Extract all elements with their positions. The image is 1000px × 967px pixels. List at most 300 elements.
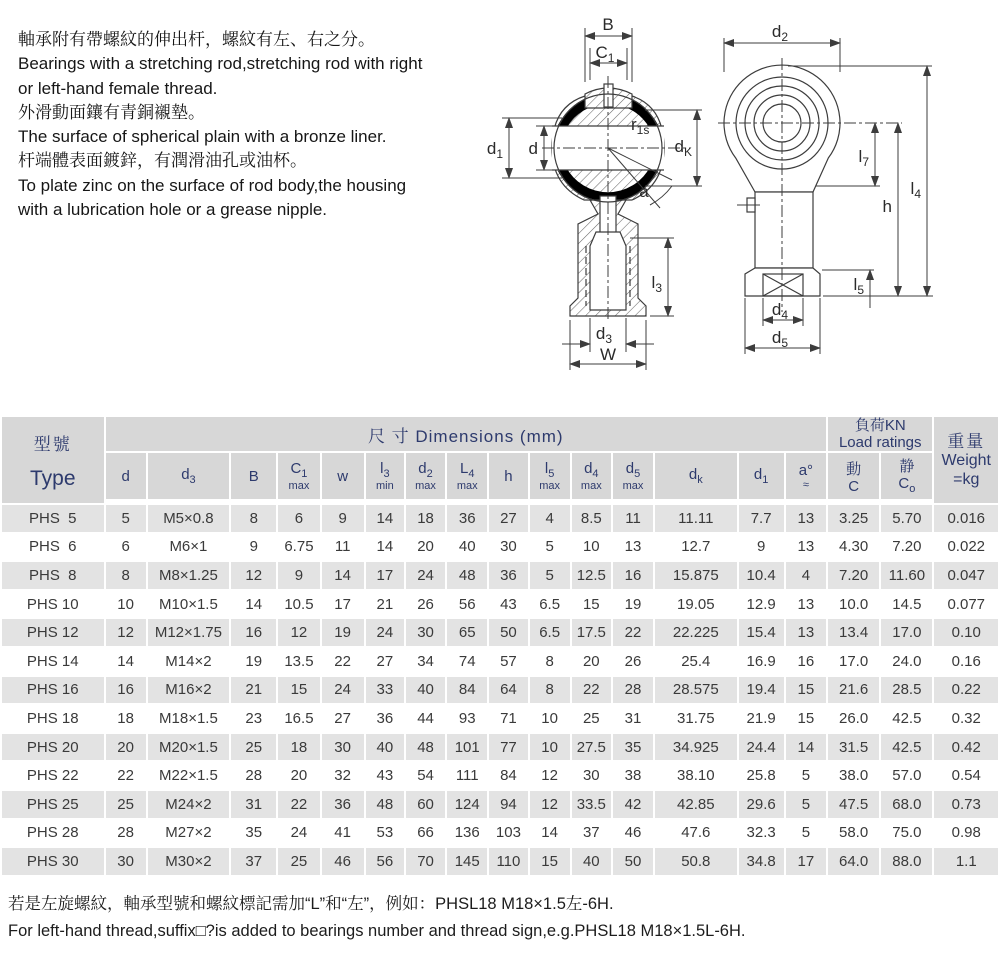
value-cell: 6.5 bbox=[530, 619, 570, 646]
intro-line: 杆端體表面鍍鋅，有潤滑油孔或油杯。 bbox=[18, 151, 307, 171]
value-cell: M27×2 bbox=[148, 820, 229, 847]
value-cell: 12.7 bbox=[655, 534, 736, 561]
value-cell: 48 bbox=[366, 791, 404, 818]
value-cell: 0.54 bbox=[934, 762, 998, 789]
column-header: 静 $C_o$ bbox=[881, 453, 932, 503]
value-cell: 40 bbox=[366, 734, 404, 761]
value-cell: 28 bbox=[231, 762, 276, 789]
value-cell: 13 bbox=[786, 619, 826, 646]
value-cell: 14 bbox=[366, 505, 404, 532]
column-header: $d_5$ max bbox=[613, 453, 653, 503]
value-cell: 44 bbox=[406, 705, 445, 732]
type-cell: PHS 10 bbox=[2, 591, 104, 618]
value-cell: 46 bbox=[322, 848, 364, 875]
weight-column-header bbox=[934, 417, 998, 503]
dim-label-w: W bbox=[599, 345, 617, 364]
value-cell: 14 bbox=[106, 648, 146, 675]
value-cell: 36 bbox=[447, 505, 487, 532]
column-header: w bbox=[322, 453, 364, 503]
load-header-zh: 負荷KN bbox=[854, 417, 906, 434]
value-cell: 9 bbox=[231, 534, 276, 561]
value-cell: 10.4 bbox=[739, 562, 784, 589]
column-header: d bbox=[106, 453, 146, 503]
value-cell: 42.85 bbox=[655, 791, 736, 818]
weight-header-unit: =kg bbox=[953, 470, 980, 488]
column-header: $L_4$ max bbox=[447, 453, 487, 503]
value-cell: M10×1.5 bbox=[148, 591, 229, 618]
value-cell: 4 bbox=[786, 562, 826, 589]
value-cell: 14 bbox=[322, 562, 364, 589]
value-cell: 16.9 bbox=[739, 648, 784, 675]
value-cell: 53 bbox=[366, 820, 404, 847]
spec-table-wrap bbox=[0, 415, 1000, 877]
value-cell: 50 bbox=[489, 619, 527, 646]
value-cell: 48 bbox=[406, 734, 445, 761]
value-cell: 11 bbox=[322, 534, 364, 561]
value-cell: M12×1.75 bbox=[148, 619, 229, 646]
value-cell: 27 bbox=[366, 648, 404, 675]
value-cell: 13 bbox=[613, 534, 653, 561]
column-header: $d_2$ max bbox=[406, 453, 445, 503]
value-cell: 0.98 bbox=[934, 820, 998, 847]
value-cell: 77 bbox=[489, 734, 527, 761]
value-cell: 27.5 bbox=[572, 734, 611, 761]
value-cell: 6 bbox=[278, 505, 319, 532]
value-cell: 24 bbox=[322, 677, 364, 704]
dim-label-b: B bbox=[602, 15, 614, 34]
value-cell: 84 bbox=[447, 677, 487, 704]
value-cell: 34 bbox=[406, 648, 445, 675]
dim-label-dk: $d_K$ bbox=[674, 137, 692, 159]
table-row bbox=[2, 648, 998, 675]
type-cell: PHS 5 bbox=[2, 505, 104, 532]
dim-label-d4: $d_4$ bbox=[771, 300, 789, 322]
value-cell: 9 bbox=[739, 534, 784, 561]
value-cell: 65 bbox=[447, 619, 487, 646]
value-cell: 1.1 bbox=[934, 848, 998, 875]
dim-label-d: d bbox=[528, 139, 538, 158]
value-cell: 5.70 bbox=[881, 505, 932, 532]
value-cell: 16 bbox=[613, 562, 653, 589]
value-cell: 0.022 bbox=[934, 534, 998, 561]
value-cell: 36 bbox=[322, 791, 364, 818]
value-cell: 12 bbox=[231, 562, 276, 589]
value-cell: 27 bbox=[322, 705, 364, 732]
value-cell: 57.0 bbox=[881, 762, 932, 789]
type-cell: PHS 8 bbox=[2, 562, 104, 589]
dim-label-d5: $d_5$ bbox=[771, 328, 789, 350]
value-cell: M24×2 bbox=[148, 791, 229, 818]
type-cell: PHS 14 bbox=[2, 648, 104, 675]
intro-line: To plate zinc on the surface of rod body,the housing bbox=[18, 175, 407, 195]
value-cell: 0.10 bbox=[934, 619, 998, 646]
column-header: B bbox=[231, 453, 276, 503]
value-cell: 145 bbox=[447, 848, 487, 875]
value-cell: 8 bbox=[106, 562, 146, 589]
value-cell: 26 bbox=[406, 591, 445, 618]
dim-label-l4: $l_4$ bbox=[910, 179, 921, 201]
value-cell: 5 bbox=[530, 562, 570, 589]
value-cell: 56 bbox=[447, 591, 487, 618]
table-row bbox=[2, 762, 998, 789]
value-cell: 64 bbox=[489, 677, 527, 704]
table-row bbox=[2, 562, 998, 589]
value-cell: 25.4 bbox=[655, 648, 736, 675]
value-cell: 13 bbox=[786, 591, 826, 618]
weight-header-zh: 重量 bbox=[947, 431, 986, 451]
value-cell: 42.5 bbox=[881, 734, 932, 761]
dimensions-table bbox=[0, 415, 1000, 877]
value-cell: 54 bbox=[406, 762, 445, 789]
value-cell: 16 bbox=[231, 619, 276, 646]
value-cell: 22 bbox=[613, 619, 653, 646]
value-cell: 32.3 bbox=[739, 820, 784, 847]
value-cell: 19 bbox=[613, 591, 653, 618]
type-cell: PHS 25 bbox=[2, 791, 104, 818]
dimensions-group-header: 尺 寸 Dimensions (mm) bbox=[106, 417, 826, 451]
value-cell: 17.5 bbox=[572, 619, 611, 646]
intro-line: Bearings with a stretching rod,stretching rod with right bbox=[18, 54, 423, 74]
type-cell: PHS 20 bbox=[2, 734, 104, 761]
value-cell: 37 bbox=[231, 848, 276, 875]
value-cell: 26.0 bbox=[828, 705, 879, 732]
value-cell: 28.575 bbox=[655, 677, 736, 704]
value-cell: 19 bbox=[231, 648, 276, 675]
value-cell: 25 bbox=[231, 734, 276, 761]
value-cell: 25.8 bbox=[739, 762, 784, 789]
value-cell: 6 bbox=[106, 534, 146, 561]
value-cell: 31.75 bbox=[655, 705, 736, 732]
value-cell: 26 bbox=[613, 648, 653, 675]
value-cell: 21 bbox=[231, 677, 276, 704]
value-cell: 88.0 bbox=[881, 848, 932, 875]
value-cell: 4.30 bbox=[828, 534, 879, 561]
value-cell: 11 bbox=[613, 505, 653, 532]
column-header: $l_5$ max bbox=[530, 453, 570, 503]
dim-label-d2: $d_2$ bbox=[771, 22, 789, 44]
dim-label-h: h bbox=[882, 197, 892, 216]
value-cell: 12.9 bbox=[739, 591, 784, 618]
value-cell: 15 bbox=[530, 848, 570, 875]
value-cell: 23 bbox=[231, 705, 276, 732]
value-cell: 25 bbox=[572, 705, 611, 732]
value-cell: 18 bbox=[406, 505, 445, 532]
value-cell: M8×1.25 bbox=[148, 562, 229, 589]
value-cell: 30 bbox=[572, 762, 611, 789]
value-cell: M30×2 bbox=[148, 848, 229, 875]
value-cell: 25 bbox=[106, 791, 146, 818]
column-header: a° ≈ bbox=[786, 453, 826, 503]
value-cell: 17 bbox=[322, 591, 364, 618]
table-row bbox=[2, 791, 998, 818]
value-cell: 40 bbox=[406, 677, 445, 704]
value-cell: 27 bbox=[489, 505, 527, 532]
value-cell: 6.5 bbox=[530, 591, 570, 618]
value-cell: 17.0 bbox=[828, 648, 879, 675]
value-cell: 28 bbox=[106, 820, 146, 847]
value-cell: 84 bbox=[489, 762, 527, 789]
value-cell: 15.875 bbox=[655, 562, 736, 589]
value-cell: M14×2 bbox=[148, 648, 229, 675]
value-cell: 48 bbox=[447, 562, 487, 589]
value-cell: 38.0 bbox=[828, 762, 879, 789]
type-column-header bbox=[2, 417, 104, 503]
dim-label-l3: $l_3$ bbox=[651, 273, 662, 295]
value-cell: 101 bbox=[447, 734, 487, 761]
value-cell: 74 bbox=[447, 648, 487, 675]
value-cell: 21 bbox=[366, 591, 404, 618]
type-cell: PHS 28 bbox=[2, 820, 104, 847]
type-cell: PHS 18 bbox=[2, 705, 104, 732]
value-cell: 24.0 bbox=[881, 648, 932, 675]
intro-text bbox=[18, 28, 488, 222]
value-cell: 9 bbox=[322, 505, 364, 532]
value-cell: 38 bbox=[613, 762, 653, 789]
value-cell: 68.0 bbox=[881, 791, 932, 818]
type-header-zh: 型號 bbox=[33, 434, 72, 454]
value-cell: 14 bbox=[231, 591, 276, 618]
value-cell: 50.8 bbox=[655, 848, 736, 875]
value-cell: 30 bbox=[322, 734, 364, 761]
value-cell: 41 bbox=[322, 820, 364, 847]
table-row bbox=[2, 619, 998, 646]
value-cell: 110 bbox=[489, 848, 527, 875]
value-cell: 42 bbox=[613, 791, 653, 818]
table-row bbox=[2, 591, 998, 618]
value-cell: 5 bbox=[106, 505, 146, 532]
weight-header-en: Weight bbox=[941, 451, 991, 469]
table-row bbox=[2, 677, 998, 704]
value-cell: 34.8 bbox=[739, 848, 784, 875]
value-cell: 33 bbox=[366, 677, 404, 704]
footnote-line-zh: 若是左旋螺紋，軸承型號和螺紋標記需加“L”和“左”，例如：PHSL18 M18×1.5左-6H. bbox=[8, 895, 614, 913]
value-cell: 75.0 bbox=[881, 820, 932, 847]
type-cell: PHS 16 bbox=[2, 677, 104, 704]
value-cell: 22.225 bbox=[655, 619, 736, 646]
value-cell: 30 bbox=[489, 534, 527, 561]
dim-label-l7: $l_7$ bbox=[858, 147, 869, 169]
value-cell: 15 bbox=[278, 677, 319, 704]
value-cell: 19.4 bbox=[739, 677, 784, 704]
value-cell: 136 bbox=[447, 820, 487, 847]
table-row bbox=[2, 705, 998, 732]
footnote-line-en: For left-hand thread,suffix□?is added to bearings number and thread sign,e.g.PHSL18 M18×1.5L-6H. bbox=[8, 922, 746, 940]
value-cell: 70 bbox=[406, 848, 445, 875]
value-cell: 5 bbox=[786, 820, 826, 847]
value-cell: 22 bbox=[572, 677, 611, 704]
value-cell: 40 bbox=[447, 534, 487, 561]
section-view-drawing bbox=[485, 5, 740, 370]
value-cell: 35 bbox=[231, 820, 276, 847]
value-cell: 20 bbox=[278, 762, 319, 789]
type-cell: PHS 12 bbox=[2, 619, 104, 646]
dim-label-c1: $C_1$ bbox=[595, 43, 615, 65]
table-row bbox=[2, 848, 998, 875]
value-cell: 43 bbox=[366, 762, 404, 789]
value-cell: 34.925 bbox=[655, 734, 736, 761]
value-cell: 0.16 bbox=[934, 648, 998, 675]
value-cell: 35 bbox=[613, 734, 653, 761]
value-cell: 20 bbox=[106, 734, 146, 761]
value-cell: 22 bbox=[322, 648, 364, 675]
value-cell: 18 bbox=[278, 734, 319, 761]
type-cell: PHS 30 bbox=[2, 848, 104, 875]
value-cell: 10 bbox=[530, 734, 570, 761]
value-cell: 71 bbox=[489, 705, 527, 732]
column-header: $d_k$ bbox=[655, 453, 736, 503]
value-cell: 25 bbox=[278, 848, 319, 875]
value-cell: 12 bbox=[278, 619, 319, 646]
intro-line: or left-hand female thread. bbox=[18, 78, 218, 98]
value-cell: 38.10 bbox=[655, 762, 736, 789]
value-cell: 29.6 bbox=[739, 791, 784, 818]
value-cell: 66 bbox=[406, 820, 445, 847]
value-cell: 50 bbox=[613, 848, 653, 875]
value-cell: 93 bbox=[447, 705, 487, 732]
value-cell: 0.047 bbox=[934, 562, 998, 589]
value-cell: 13 bbox=[786, 505, 826, 532]
dim-label-r1s: $r_{1s}$ bbox=[631, 115, 650, 137]
value-cell: 15 bbox=[786, 677, 826, 704]
value-cell: 8.5 bbox=[572, 505, 611, 532]
value-cell: 13 bbox=[786, 534, 826, 561]
value-cell: 7.20 bbox=[828, 562, 879, 589]
value-cell: 28.5 bbox=[881, 677, 932, 704]
value-cell: 8 bbox=[530, 648, 570, 675]
value-cell: 46 bbox=[613, 820, 653, 847]
value-cell: 10 bbox=[572, 534, 611, 561]
value-cell: 13.5 bbox=[278, 648, 319, 675]
value-cell: 124 bbox=[447, 791, 487, 818]
value-cell: 21.9 bbox=[739, 705, 784, 732]
dim-label-a: a bbox=[639, 182, 649, 201]
value-cell: M6×1 bbox=[148, 534, 229, 561]
value-cell: 10.0 bbox=[828, 591, 879, 618]
value-cell: 8 bbox=[231, 505, 276, 532]
value-cell: M5×0.8 bbox=[148, 505, 229, 532]
value-cell: 47.6 bbox=[655, 820, 736, 847]
value-cell: 10.5 bbox=[278, 591, 319, 618]
value-cell: 17 bbox=[786, 848, 826, 875]
value-cell: 10 bbox=[530, 705, 570, 732]
value-cell: 15 bbox=[572, 591, 611, 618]
value-cell: 14 bbox=[786, 734, 826, 761]
value-cell: 24 bbox=[278, 820, 319, 847]
value-cell: 7.7 bbox=[739, 505, 784, 532]
value-cell: M18×1.5 bbox=[148, 705, 229, 732]
value-cell: 28 bbox=[613, 677, 653, 704]
value-cell: M20×1.5 bbox=[148, 734, 229, 761]
value-cell: 16 bbox=[786, 648, 826, 675]
value-cell: 15 bbox=[786, 705, 826, 732]
column-header: $d_4$ max bbox=[572, 453, 611, 503]
value-cell: 15.4 bbox=[739, 619, 784, 646]
value-cell: 0.42 bbox=[934, 734, 998, 761]
table-row bbox=[2, 820, 998, 847]
table-row bbox=[2, 534, 998, 561]
value-cell: 20 bbox=[572, 648, 611, 675]
value-cell: 42.5 bbox=[881, 705, 932, 732]
value-cell: 9 bbox=[278, 562, 319, 589]
intro-line: 外滑動面鑲有青銅襯墊。 bbox=[18, 102, 205, 122]
value-cell: 94 bbox=[489, 791, 527, 818]
value-cell: 12.5 bbox=[572, 562, 611, 589]
value-cell: 22 bbox=[106, 762, 146, 789]
value-cell: 14 bbox=[366, 534, 404, 561]
value-cell: 22 bbox=[278, 791, 319, 818]
dim-label-d3: $d_3$ bbox=[595, 324, 613, 346]
type-header-en: Type bbox=[29, 466, 76, 490]
value-cell: 4 bbox=[530, 505, 570, 532]
value-cell: 14 bbox=[530, 820, 570, 847]
value-cell: 14.5 bbox=[881, 591, 932, 618]
intro-line: The surface of spherical plain with a bronze liner. bbox=[18, 127, 387, 147]
intro-line: 軸承附有帶螺紋的伸出杆，螺紋有左、右之分。 bbox=[18, 30, 375, 49]
value-cell: 30 bbox=[406, 619, 445, 646]
value-cell: 60 bbox=[406, 791, 445, 818]
value-cell: 18 bbox=[106, 705, 146, 732]
type-cell: PHS 22 bbox=[2, 762, 104, 789]
value-cell: 43 bbox=[489, 591, 527, 618]
value-cell: 21.6 bbox=[828, 677, 879, 704]
value-cell: 0.077 bbox=[934, 591, 998, 618]
value-cell: 30 bbox=[106, 848, 146, 875]
value-cell: 24 bbox=[406, 562, 445, 589]
value-cell: 19.05 bbox=[655, 591, 736, 618]
value-cell: 32 bbox=[322, 762, 364, 789]
value-cell: 37 bbox=[572, 820, 611, 847]
value-cell: 0.73 bbox=[934, 791, 998, 818]
value-cell: 111 bbox=[447, 762, 487, 789]
value-cell: 11.60 bbox=[881, 562, 932, 589]
footnote-text bbox=[8, 891, 998, 945]
value-cell: 24.4 bbox=[739, 734, 784, 761]
value-cell: 56 bbox=[366, 848, 404, 875]
load-ratings-group-header bbox=[828, 417, 933, 451]
dim-label-l5: $l_5$ bbox=[853, 275, 864, 297]
column-header: $l_3$ min bbox=[366, 453, 404, 503]
value-cell: 36 bbox=[366, 705, 404, 732]
value-cell: 0.32 bbox=[934, 705, 998, 732]
value-cell: 64.0 bbox=[828, 848, 879, 875]
dim-label-d1: $d_1$ bbox=[486, 139, 503, 161]
column-header: 動 C bbox=[828, 453, 879, 503]
value-cell: 31.5 bbox=[828, 734, 879, 761]
value-cell: M22×1.5 bbox=[148, 762, 229, 789]
value-cell: 19 bbox=[322, 619, 364, 646]
value-cell: 31 bbox=[231, 791, 276, 818]
load-header-en: Load ratings bbox=[838, 434, 922, 451]
value-cell: 5 bbox=[530, 534, 570, 561]
value-cell: 12 bbox=[106, 619, 146, 646]
value-cell: 10 bbox=[106, 591, 146, 618]
value-cell: 0.22 bbox=[934, 677, 998, 704]
type-cell: PHS 6 bbox=[2, 534, 104, 561]
value-cell: M16×2 bbox=[148, 677, 229, 704]
table-row bbox=[2, 734, 998, 761]
value-cell: 103 bbox=[489, 820, 527, 847]
intro-line: with a lubrication hole or a grease nipple. bbox=[18, 200, 328, 220]
value-cell: 0.016 bbox=[934, 505, 998, 532]
value-cell: 3.25 bbox=[828, 505, 879, 532]
value-cell: 33.5 bbox=[572, 791, 611, 818]
value-cell: 16.5 bbox=[278, 705, 319, 732]
column-header: h bbox=[489, 453, 527, 503]
value-cell: 24 bbox=[366, 619, 404, 646]
value-cell: 40 bbox=[572, 848, 611, 875]
value-cell: 58.0 bbox=[828, 820, 879, 847]
value-cell: 5 bbox=[786, 762, 826, 789]
